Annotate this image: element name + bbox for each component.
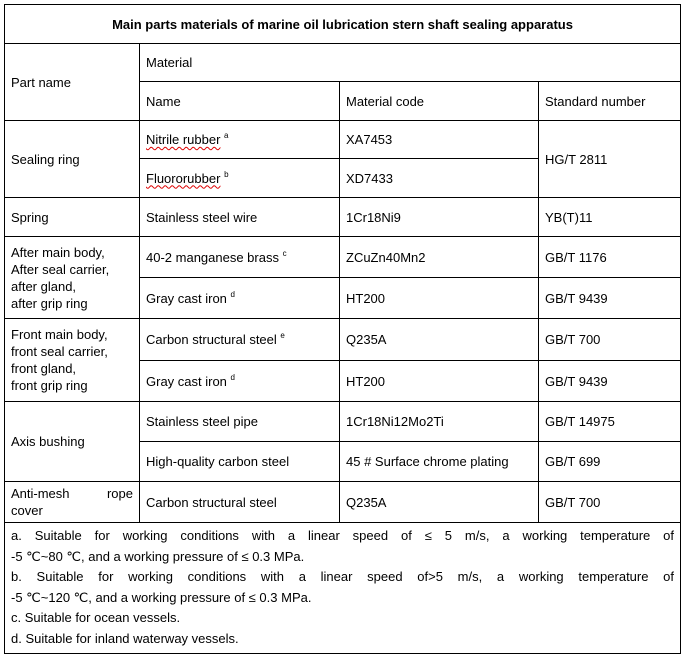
material-name: Carbon structural steel $^e$ — [140, 319, 340, 361]
material-code: 1Cr18Ni12Mo2Ti — [340, 402, 539, 442]
header-part-name: Part name — [5, 44, 140, 121]
materials-table — [4, 4, 681, 654]
standard-number: YB(T)11 — [539, 198, 681, 237]
material-name: Fluororubber $^b$ — [140, 159, 340, 198]
material-name: High-quality carbon steel — [140, 442, 340, 482]
header-material: Material — [140, 44, 681, 82]
material-code: XD7433 — [340, 159, 539, 198]
material-name: 40-2 manganese brass $^c$ — [140, 237, 340, 278]
footnote-b-line1: b. Suitable for working conditions with a linear speed of>5 m/s, a working temperature of — [11, 569, 675, 584]
table-row — [5, 198, 681, 237]
part-name: Anti-mesh rope cover — [5, 482, 140, 523]
table-row — [5, 319, 681, 361]
standard-number: GB/T 700 — [539, 319, 681, 361]
header-name: Name — [140, 82, 340, 121]
header-material-code: Material code — [340, 82, 539, 121]
part-name: Front main body, front seal carrier, front gland, front grip ring — [5, 319, 140, 402]
footnote-c: c. Suitable for ocean vessels. — [11, 610, 181, 625]
table-row — [5, 121, 681, 159]
table-title: Main parts materials of marine oil lubrication stern shaft sealing apparatus — [5, 5, 681, 44]
part-name: Spring — [5, 198, 140, 237]
table-row — [5, 482, 681, 523]
part-name: Sealing ring — [5, 121, 140, 198]
standard-number: GB/T 699 — [539, 442, 681, 482]
part-name: After main body, After seal carrier, after gland, after grip ring — [5, 237, 140, 319]
material-name: Stainless steel pipe — [140, 402, 340, 442]
standard-number: GB/T 9439 — [539, 361, 681, 402]
material-name: Nitrile rubber $^a$ — [140, 121, 340, 159]
footnotes — [5, 523, 681, 654]
material-code: HT200 — [340, 361, 539, 402]
table-row — [5, 237, 681, 278]
material-name: Gray cast iron $^d$ — [140, 361, 340, 402]
material-name: Stainless steel wire — [140, 198, 340, 237]
material-name: Gray cast iron $^d$ — [140, 278, 340, 319]
footnote-a-line2: -5 ℃~80 ℃, and a working pressure of ≤ 0.3 MPa. — [11, 548, 305, 564]
table-row — [5, 402, 681, 442]
standard-number: GB/T 9439 — [539, 278, 681, 319]
standard-number: GB/T 14975 — [539, 402, 681, 442]
material-code: Q235A — [340, 319, 539, 361]
standard-number: HG/T 2811 — [539, 121, 681, 198]
material-code: ZCuZn40Mn2 — [340, 237, 539, 278]
material-code: XA7453 — [340, 121, 539, 159]
standard-number: GB/T 1176 — [539, 237, 681, 278]
material-code: 1Cr18Ni9 — [340, 198, 539, 237]
footnote-b-line2: -5 ℃~120 ℃, and a working pressure of ≤ 0.3 MPa. — [11, 589, 312, 605]
footnote-a-line1: a. Suitable for working conditions with a linear speed of ≤ 5 m/s, a working temperature of — [11, 528, 675, 543]
material-code: Q235A — [340, 482, 539, 523]
header-standard-number: Standard number — [539, 82, 681, 121]
material-code: HT200 — [340, 278, 539, 319]
material-code: 45 # Surface chrome plating — [340, 442, 539, 482]
material-name: Carbon structural steel — [140, 482, 340, 523]
standard-number: GB/T 700 — [539, 482, 681, 523]
footnote-d: d. Suitable for inland waterway vessels. — [11, 630, 239, 646]
part-name: Axis bushing — [5, 402, 140, 482]
